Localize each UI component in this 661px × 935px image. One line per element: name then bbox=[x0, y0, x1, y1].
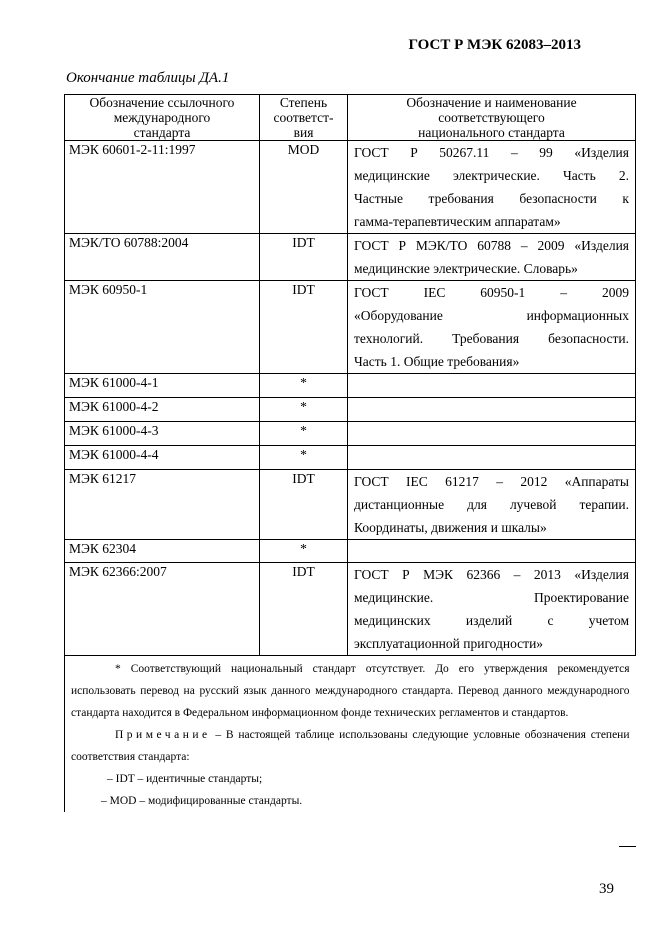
note-item-mod: – MOD – модифицированные стандарты. bbox=[101, 795, 303, 807]
national-cell bbox=[348, 234, 636, 281]
national-line: медицинских изделий с учетом bbox=[354, 613, 629, 628]
degree-cell: IDT bbox=[260, 563, 348, 656]
degree-cell: IDT bbox=[260, 470, 348, 540]
national-cell bbox=[348, 281, 636, 374]
table-row bbox=[65, 540, 636, 563]
degree-cell: IDT bbox=[260, 281, 348, 374]
degree-cell: * bbox=[260, 540, 348, 563]
table-row bbox=[65, 398, 636, 422]
table-header-row bbox=[65, 95, 636, 141]
degree-cell: * bbox=[260, 374, 348, 398]
national-line: ГОСТ Р 50267.11 – 99 «Изделия bbox=[354, 145, 629, 160]
national-cell bbox=[348, 422, 636, 446]
table-row bbox=[65, 234, 636, 281]
national-line: технологий. Требования безопасности. bbox=[354, 331, 629, 346]
national-line: Координаты, движения и шкалы» bbox=[354, 520, 547, 535]
national-cell bbox=[348, 141, 636, 234]
national-line: ГОСТ IEC 61217 – 2012 «Аппараты bbox=[354, 474, 629, 489]
header-line: Степень bbox=[279, 95, 328, 110]
table-caption: Окончание таблицы ДА.1 bbox=[66, 70, 230, 86]
reference-standards-table bbox=[64, 94, 636, 812]
footnote-row bbox=[65, 656, 636, 813]
national-cell bbox=[348, 563, 636, 656]
col-header-national bbox=[348, 95, 636, 141]
document-code: ГОСТ Р МЭК 62083–2013 bbox=[408, 37, 581, 53]
ref-cell: МЭК 61000-4-4 bbox=[65, 446, 260, 470]
degree-cell: * bbox=[260, 446, 348, 470]
header-line: соответствующего bbox=[438, 110, 545, 125]
national-cell bbox=[348, 374, 636, 398]
national-line: ГОСТ Р МЭК 62366 – 2013 «Изделия bbox=[354, 567, 629, 582]
national-cell bbox=[348, 540, 636, 563]
table-end-mark bbox=[619, 846, 636, 847]
ref-cell: МЭК 61000-4-1 bbox=[65, 374, 260, 398]
table-row bbox=[65, 374, 636, 398]
degree-cell: * bbox=[260, 422, 348, 446]
national-cell bbox=[348, 446, 636, 470]
table-row bbox=[65, 141, 636, 234]
national-line: ГОСТ Р МЭК/ТО 60788 – 2009 «Изделия bbox=[354, 238, 629, 253]
page-number: 39 bbox=[599, 881, 614, 897]
national-cell bbox=[348, 398, 636, 422]
national-line: медицинские электрические. Часть 2. bbox=[354, 168, 629, 183]
ref-cell: МЭК 61000-4-2 bbox=[65, 398, 260, 422]
degree-cell: MOD bbox=[260, 141, 348, 234]
table-row bbox=[65, 470, 636, 540]
header-line: вия bbox=[293, 125, 314, 140]
degree-cell: * bbox=[260, 398, 348, 422]
ref-cell: МЭК 61217 bbox=[65, 470, 260, 540]
table-row bbox=[65, 563, 636, 656]
header-line: Обозначение и наименование bbox=[406, 95, 577, 110]
national-line: Часть 1. Общие требования» bbox=[354, 354, 520, 369]
note-item-idt: – IDT – идентичные стандарты; bbox=[107, 773, 263, 785]
national-line: ГОСТ IEC 60950-1 – 2009 bbox=[354, 285, 629, 300]
national-line: «Оборудование информационных bbox=[354, 308, 629, 323]
national-line: медицинские электрические. Словарь» bbox=[354, 261, 578, 276]
national-line: гамма-терапевтическим аппаратам» bbox=[354, 214, 561, 229]
national-line: эксплуатационной пригодности» bbox=[354, 636, 544, 651]
national-line: дистанционные для лучевой терапии. bbox=[354, 497, 629, 512]
col-header-degree bbox=[260, 95, 348, 141]
footnote-cell bbox=[65, 656, 636, 813]
ref-cell: МЭК 60601-2-11:1997 bbox=[65, 141, 260, 234]
ref-cell: МЭК 62366:2007 bbox=[65, 563, 260, 656]
header-line: Обозначение ссылочного bbox=[89, 95, 235, 110]
note-text: – В настоящей таблице использованы следующие условные обозначения степени соответствия стандарта: bbox=[71, 729, 630, 763]
national-line: Частные требования безопасности к bbox=[354, 191, 629, 206]
national-line: медицинские. Проектирование bbox=[354, 590, 629, 605]
col-header-reference bbox=[65, 95, 260, 141]
ref-cell: МЭК 61000-4-3 bbox=[65, 422, 260, 446]
header-line: национального стандарта bbox=[418, 125, 565, 140]
note-label: Примечание bbox=[115, 729, 211, 741]
ref-cell: МЭК 62304 bbox=[65, 540, 260, 563]
header-line: соответст- bbox=[273, 110, 334, 125]
asterisk-note: * Соответствующий национальный стандарт отсутствует. До его утверждения рекомендуется использовать перевод на русский язык данного международного стандарта. Перевод данного международного стандарта находится в Федеральном информационном фонде технических регламентов и стандартов. bbox=[71, 663, 630, 719]
ref-cell: МЭК 60950-1 bbox=[65, 281, 260, 374]
table-row bbox=[65, 446, 636, 470]
table-row bbox=[65, 281, 636, 374]
table-row bbox=[65, 422, 636, 446]
ref-cell: МЭК/ТО 60788:2004 bbox=[65, 234, 260, 281]
national-cell bbox=[348, 470, 636, 540]
header-line: международного bbox=[113, 110, 211, 125]
note-paragraph bbox=[71, 724, 630, 768]
header-line: стандарта bbox=[133, 125, 191, 140]
degree-cell: IDT bbox=[260, 234, 348, 281]
